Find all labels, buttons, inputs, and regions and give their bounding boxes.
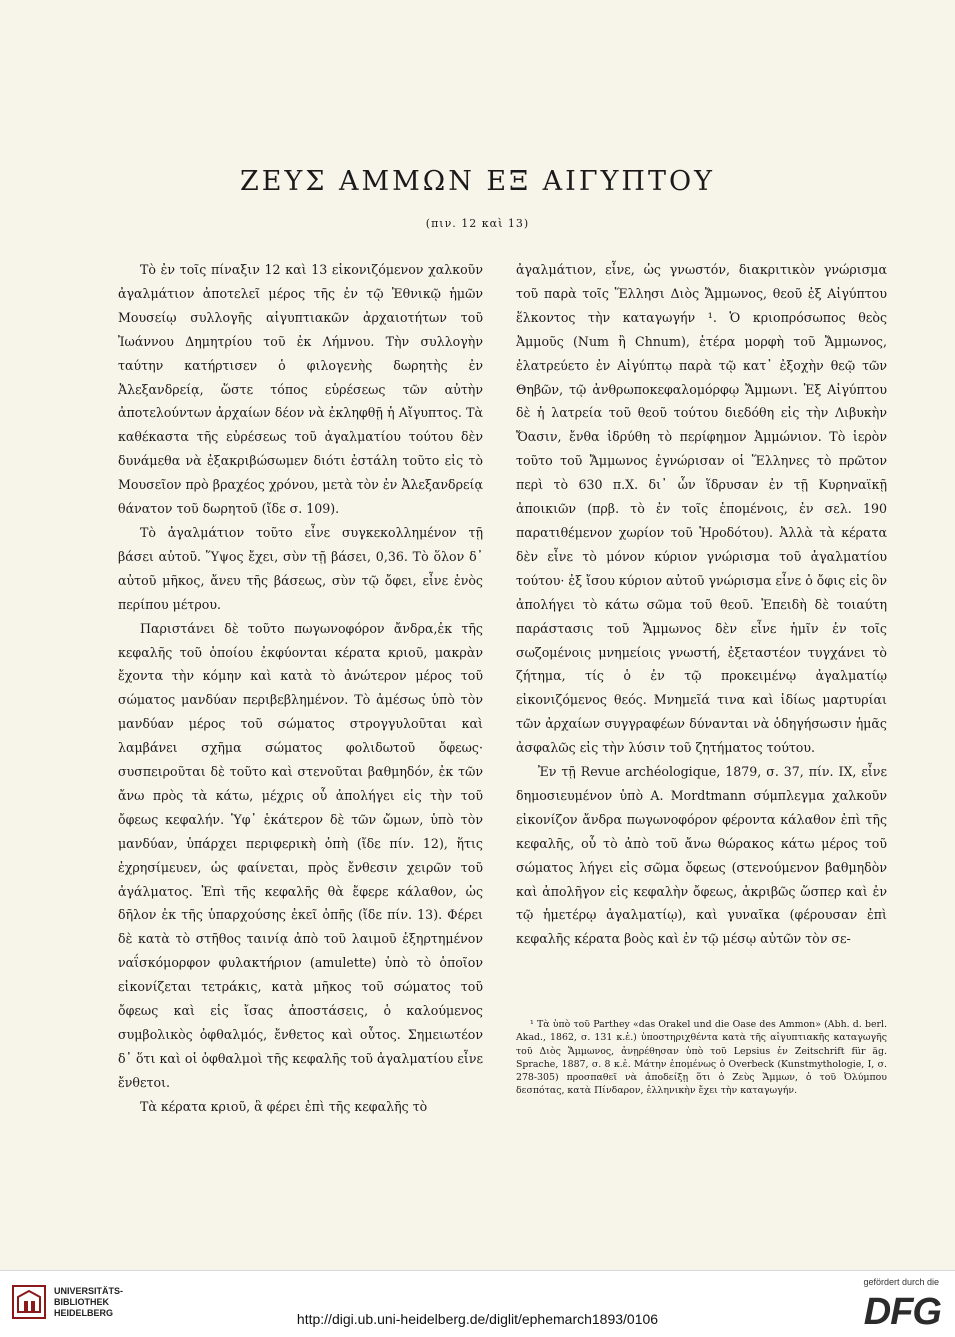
paragraph: Ἐν τῇ Revue archéologique, 1879, σ. 37, πίν. IX, εἶνε δημοσιευμένον ὑπὸ A. Mordtmann σύμπλεγμα χαλκοῦν εἰκονίζον ἄνδρα πωγωνοφόρον φέροντα κάλαθον ἐπὶ τῆς κεφαλῆς, οὗ τὸ ἀπὸ τοῦ ἄνω θώρακος κάτω μέρος τοῦ σώματος λήγει εἰς σῶμα ὄφεως (στενούμενον βαθμηδὸν καὶ ἀπολῆγον εἰς κεφαλὴν ὄφεως, ἀκριβῶς ὥσπερ καὶ ἐν τῷ ἡμετέρῳ ἀγαλματίῳ), καὶ γυναῖκα (φέρουσαν ἐπὶ κεφαλῆς κέρατα βοὸς καὶ ἐν τῷ μέσῳ αὐτῶν τὸν σε- [516,764,887,947]
paragraph: Τὸ ἀγαλμάτιον τοῦτο εἶνε συγκεκολλημένον τῇ βάσει αὐτοῦ. Ὕψος ἔχει, σὺν τῇ βάσει, 0,36. Τὸ ὅλον δ᾽ αὐτοῦ μῆκος, ἄνευ τῆς βάσεως, σὺν τῷ ὄφει, εἶνε ἑνὸς περίπου μέτρου. [118,524,483,612]
dfg-logo: DFG [863,1291,941,1333]
plate-reference: (πιν. 12 καὶ 13) [425,217,530,230]
paragraph: ἀγαλμάτιον, εἶνε, ὡς γνωστόν, διακριτικὸν γνώρισμα τοῦ παρὰ τοῖς Ἕλλησι Διὸς Ἄμμωνος, θεοῦ ἐξ Αἰγύπτου ἕλκοντος τὴν καταγωγήν ¹. Ὁ κριοπρόσωπος θεὸς Ἀμμοῦς (Num ἢ Chnum), ἑτέρα μορφὴ τοῦ Ἄμμωνος, ἐλατρεύετο ἐν Αἰγύπτῳ παρὰ τῷ κατ᾽ ἐξοχὴν θεῷ τῶν Θηβῶν, τῷ ἀνθρωποκεφαλομόρφῳ Ἄμμωνι. Ἐξ Αἰγύπτου δὲ ἡ λατρεία τοῦ θεοῦ τούτου διεδόθη εἰς τὴν Λιβυκὴν Ὄασιν, ἔνθα ἱδρύθη τὸ περίφημον Ἀμμώνιον. Τὸ ἱερὸν τοῦτο τοῦ Ἄμμωνος ἐγνώρισαν οἱ Ἕλληνες τὸ πρῶτον περὶ τὸ 630 π.Χ. δι᾽ ὧν ἵδρυσαν ἐν τῇ Κυρηναϊκῇ ἀποικιῶν (πρβ. τὸ ἐν τοῖς ἑπομένοις, ἐν σελ. 190 παρατιθέμενον χωρίον τοῦ Ἡροδότου). Ἀλλὰ τὰ κέρατα δὲν εἶνε τὸ μόνον κύριον γνώρισμα τοῦ ἀγαλματίου τούτου· ἐξ ἴσου κύριον αὐτοῦ γνώρισμα εἶνε ὁ ὄφις εἰς ὃν ἀπολήγει τὸ κάτω σῶμα τοῦ θεοῦ. Ἐπειδὴ δὲ τοιαύτη παράστασις τοῦ Ἄμμωνος δὲν εἶνε ἡμῖν ἐν τοῖς σωζομένοις μνημείοις γνωστή, ἐξεταστέον τυγχάνει τὸ ζήτημα, τίς ὁ ἐν τῷ προκειμένῳ ἀγαλματίῳ εἰκονιζόμενος θεός. Μνημεῖά τινα καὶ ἰδίως μαρτυρίαι τῶν ἀρχαίων συγγραφέων δύνανται νὰ ὁδηγήσωσιν ἡμᾶς ἀσφαλῶς εἰς τὴν λύσιν τοῦ ζητήματος τούτου. [516,262,887,756]
paragraph: Τὰ κέρατα κριοῦ, ἃ φέρει ἐπὶ τῆς κεφαλῆς τὸ [140,1098,428,1114]
article-title: ΖΕΥΣ ΑΜΜΩΝ ΕΞ ΑΙΓΥΠΤΟΥ [240,166,715,197]
footnote-text: ¹ Τὰ ὑπὸ τοῦ Parthey «das Orakel und die Oase des Ammon» (Abh. d. berl. Akad., 1862, σ. 131 κ.ἑ.) ὑποστηριχθέντα κατὰ τῆς αἰγυπτιακῆς καταγωγῆς τοῦ Διὸς Ἄμμωνος, ἀνῃρέθησαν ὑπὸ τοῦ Lepsius ἐν Zeitschrift für äg. Sprache, 1887, σ. 8 κ.ἑ. Μάτην ἑπομένως ὁ Overbeck (Kunstmythologie, I, σ. 278-305) προσπαθεῖ νὰ ἀποδείξῃ ὅτι ὁ Ζεὺς Ἄμμων, ὁ τοῦ Ὀλύμπου δεσπότας, κατὰ Πίνδαρον, ἑλληνικὴν ἔχει τὴν καταγωγήν. [516,1019,887,1097]
viewer-footer [0,1270,955,1337]
footnote [516,1018,887,1098]
source-url-link[interactable]: http://digi.ub.uni-heidelberg.de/diglit/ephemarch1893/0106 [296,1311,659,1327]
right-column [516,258,887,951]
paragraph: Τὸ ἐν τοῖς πίναξιν 12 καὶ 13 εἰκονιζόμενον χαλκοῦν ἀγαλμάτιον ἀποτελεῖ μέρος τῆς ἐν τῷ Ἐθνικῷ ἡμῶν Μουσείῳ συλλογῆς αἰγυπτιακῶν ἀρχαιοτήτων τοῦ Ἰωάννου Δημητρίου τοῦ ἐκ Λήμνου. Τὴν συλλογὴν ταύτην κατήρτισεν ὁ φιλογενὴς δωρητὴς ἐν Ἀλεξανδρείᾳ, ὥστε τόπος εὑρέσεως τῶν αὐτὴν ἀποτελούντων ἀρχαίων δέον νὰ ἐκληφθῇ ἡ Αἴγυπτος. Τὰ καθέκαστα τῆς εὑρέσεως τοῦ ἀγαλματίου τούτου δὲν δυνάμεθα νὰ ἐξακριβώσωμεν διότι ἐστάλη τοῦτο εἰς τὸ Μουσεῖον πρὸ βραχέος χρόνου, μετὰ τὸν ἐν Ἀλεξανδρείᾳ θάνατον τοῦ δωρητοῦ (ἴδε σ. 109). [118,262,483,517]
left-column [118,258,483,1119]
funding-label: gefördert durch die [863,1277,939,1287]
university-name: UNIVERSITÄTS- BIBLIOTHEK HEIDELBERG [54,1286,124,1318]
paragraph: Παριστάνει δὲ τοῦτο πωγωνοφόρον ἄνδρα,ἐκ τῆς κεφαλῆς τοῦ ὁποίου ἐκφύονται κέρατα κριοῦ, μακρὰν ἔχοντα τὴν κόμην καὶ κατὰ τὸ ἀνώτερον μέρος τοῦ σώματος μανδύαν περιβεβλημένον. Τὸ ἀμέσως ὑπὸ τὸν μανδύαν μέρος τοῦ σώματος στρογγυλοῦται καὶ λαμβάνει σχῆμα σώματος φολιδωτοῦ ὄφεως· συσπειροῦται δὲ τοῦτο καὶ στενοῦται βαθμηδόν, ἐκ τῶν ἄνω πρὸς τὰ κάτω, μέχρις οὗ ἀπολήγει εἰς τὴν τοῦ ὄφεως κεφαλήν. Ὑφ᾽ ἑκάτερον δὲ τῶν ὤμων, ὑπὸ τὸν μανδύαν, ὑπάρχει περιφερικὴ ὀπὴ (ἴδε πίν. 12), ἥτις ἐχρησίμευεν, ὡς φαίνεται, πρὸς ἔνθεσιν χειρῶν τοῦ ἀγάλματος. Ἐπὶ τῆς κεφαλῆς θὰ ἔφερε κάλαθον, ὡς δῆλον ἐκ τῆς ὑπαρχούσης ἐκεῖ ὀπῆς (ἴδε πίν. 13). Φέρει δὲ κατὰ τὸ στῆθος ταινίᾳ ἀπὸ τοῦ λαιμοῦ ἐξηρτημένον ναΐσκόμορφον φυλακτήριον (amulette) ὑπὸ τὸ ὁποῖον εἰκονίζεται τετράκις, κατὰ μῆκος τοῦ σώματος τοῦ ὄφεως καὶ εἰς ἴσας ἀποστάσεις, ὁ καλούμενος συμβολικὸς ὀφθαλμός, ἔνθετος καὶ οὗτος. Σημειωτέον δ᾽ ὅτι καὶ οἱ ὀφθαλμοὶ τῆς κεφαλῆς τοῦ ἀγαλματίου εἶνε ἔνθετοι. [118,620,483,1090]
